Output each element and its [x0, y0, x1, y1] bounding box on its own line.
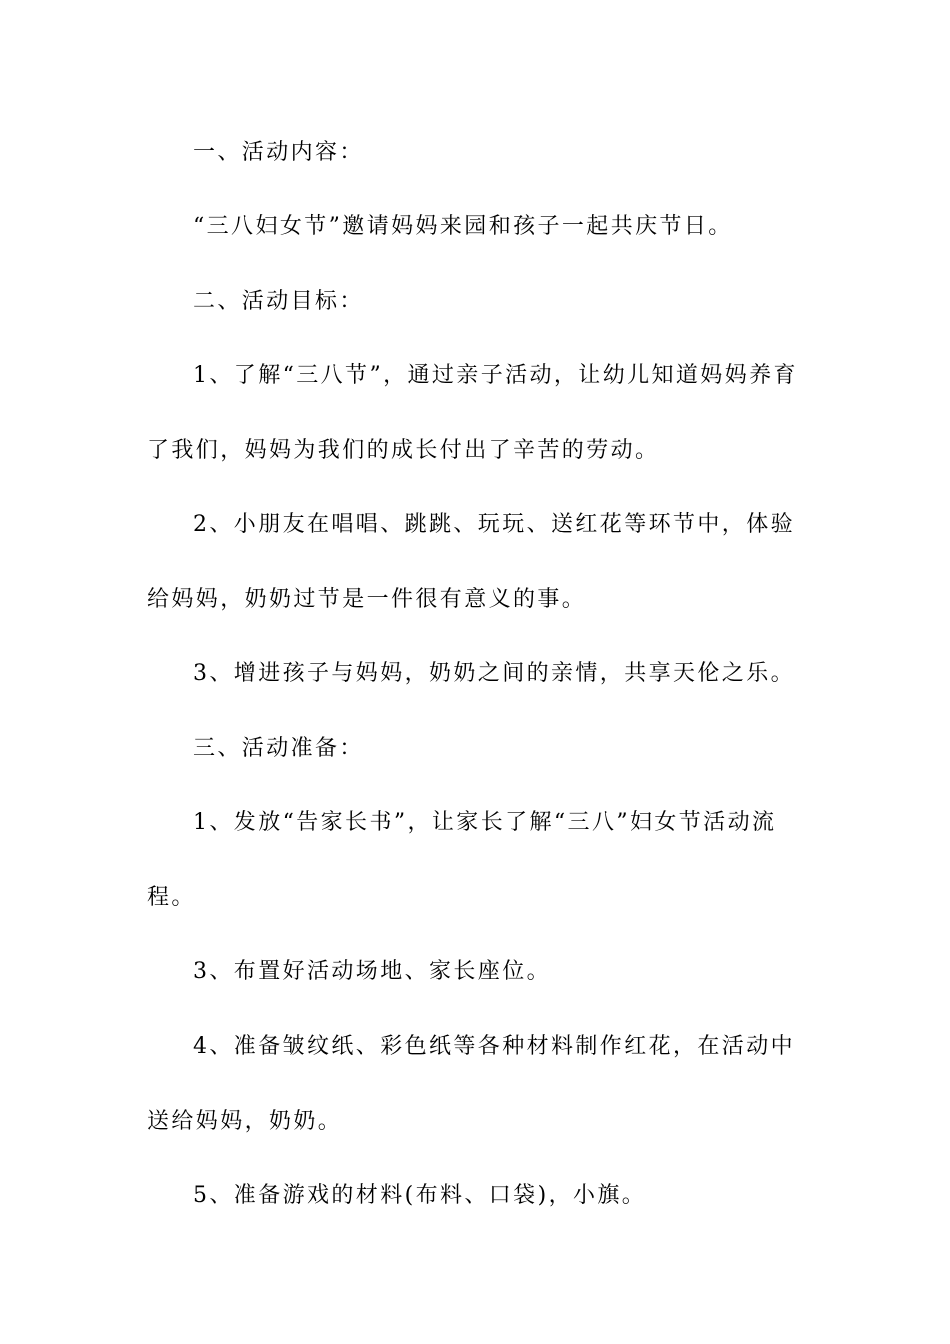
paragraph-goal-3: 3、增进孩子与妈妈，奶奶之间的亲情，共享天伦之乐。 [193, 661, 795, 686]
paragraph-content: “三八妇女节”邀请妈妈来园和孩子一起共庆节日。 [193, 214, 733, 239]
paragraph-prep-3: 3、布置好活动场地、家长座位。 [193, 959, 551, 984]
paragraph-prep-4: 4、准备皱纹纸、彩色纸等各种材料制作红花，在活动中送给妈妈，奶奶。 [147, 1034, 795, 1134]
paragraph-prep-1: 1、发放“告家长书”，让家长了解“三八”妇女节活动流程。 [147, 810, 777, 910]
section-heading-content: 一、活动内容： [193, 140, 364, 165]
paragraph-goal-2: 2、小朋友在唱唱、跳跳、玩玩、送红花等环节中，体验给妈妈，奶奶过节是一件很有意义的事。 [147, 512, 795, 612]
section-heading-preparation: 三、活动准备： [193, 736, 364, 761]
paragraph-goal-1: 1、了解“三八节”，通过亲子活动，让幼儿知道妈妈养育了我们，妈妈为我们的成长付出了辛苦的劳动。 [147, 363, 798, 463]
section-heading-goals: 二、活动目标： [193, 289, 364, 314]
paragraph-prep-5: 5、准备游戏的材料(布料、口袋)，小旗。 [193, 1183, 647, 1208]
